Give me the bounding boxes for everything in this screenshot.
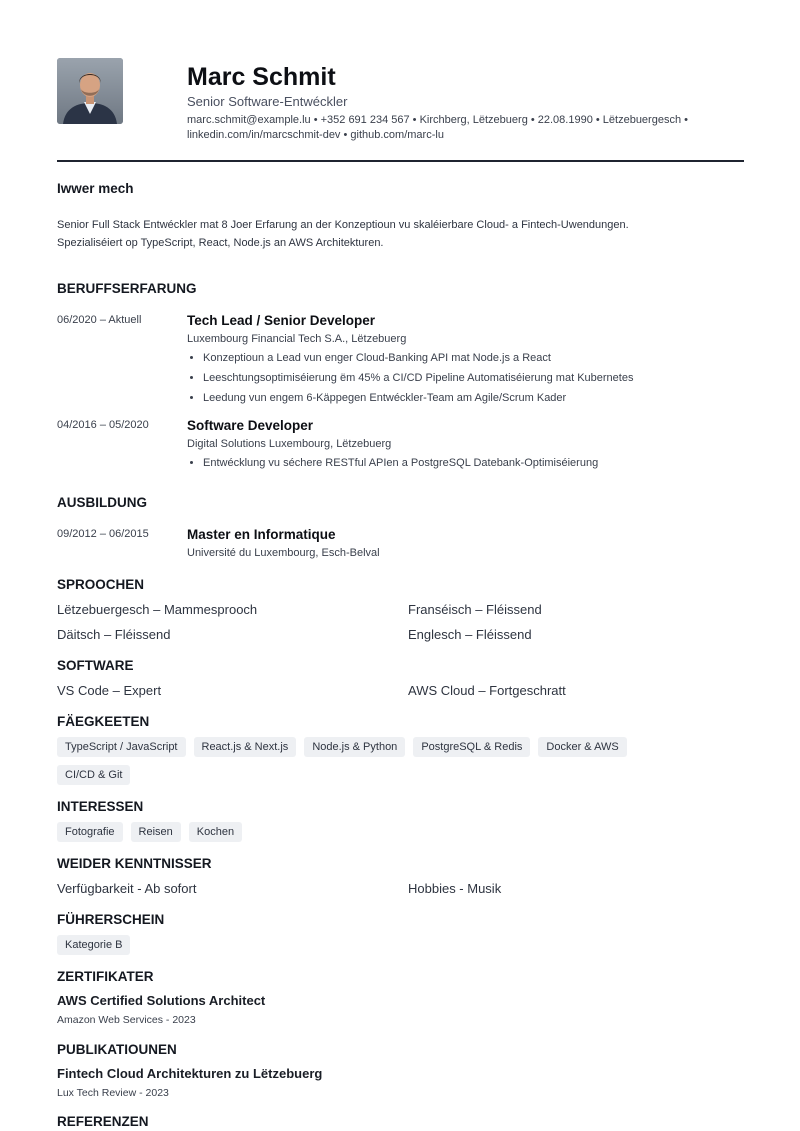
contact-line: marc.schmit@example.lu • +352 691 234 567 • Kirchberg, Lëtzebuerg • 22.08.1990 • Lëtzebuergesch • xyxy=(187,114,688,126)
skills-tags xyxy=(57,737,697,785)
license-tags xyxy=(57,935,697,955)
entry-bullets xyxy=(187,348,744,408)
skill-tag: CI/CD & Git xyxy=(57,765,130,785)
entry-bullets xyxy=(187,453,744,473)
section-heading-other: WEIDER KENNTNISSER xyxy=(57,856,212,871)
section-heading-references: REFERENZEN xyxy=(57,1114,149,1129)
interest-tag: Kochen xyxy=(189,822,242,842)
language-item: Lëtzebuergesch – Mammesprooch xyxy=(57,602,258,617)
entry-organization: Université du Luxembourg, Esch-Belval xyxy=(187,547,380,559)
skill-tag: PostgreSQL & Redis xyxy=(413,737,530,757)
certificate-issuer: Amazon Web Services - 2023 xyxy=(57,1014,196,1026)
section-heading-skills: FÄEGKEETEN xyxy=(57,714,150,729)
section-heading-education: AUSBILDUNG xyxy=(57,495,147,510)
summary-line: Spezialiséiert op TypeScript, React, Node.js an AWS Architekturen. xyxy=(57,237,384,249)
bullet-item: • Entwécklung vu séchere RESTful APIen a PostgreSQL Datebank-Optimiséierung xyxy=(203,453,744,473)
section-heading-experience: BERUFFSERFARUNG xyxy=(57,281,197,296)
language-item: Franséisch – Fléissend xyxy=(408,602,542,617)
section-heading-certificates: ZERTIFIKATER xyxy=(57,969,154,984)
entry-organization: Digital Solutions Luxembourg, Lëtzebuerg xyxy=(187,438,392,450)
skill-tag: Node.js & Python xyxy=(304,737,405,757)
section-heading-interests: INTERESSEN xyxy=(57,799,144,814)
section-heading-license: FÜHRERSCHEIN xyxy=(57,912,165,927)
entry-title: Master en Informatique xyxy=(187,527,336,542)
section-heading-software: SOFTWARE xyxy=(57,658,134,673)
software-item: VS Code – Expert xyxy=(57,683,162,698)
software-item: AWS Cloud – Fortgeschratt xyxy=(408,683,566,698)
skill-tag: TypeScript / JavaScript xyxy=(57,737,186,757)
interest-tags xyxy=(57,822,697,842)
interest-tag: Reisen xyxy=(131,822,181,842)
entry-title: Software Developer xyxy=(187,418,314,433)
entry-title: Tech Lead / Senior Developer xyxy=(187,313,376,328)
entry-date: 09/2012 – 06/2015 xyxy=(57,528,149,540)
publication-title: Fintech Cloud Architekturen zu Lëtzebuerg xyxy=(57,1066,323,1081)
language-item: Englesch – Fléissend xyxy=(408,627,532,642)
other-item: Verfügbarkeit - Ab sofort xyxy=(57,881,197,896)
skill-tag: React.js & Next.js xyxy=(194,737,297,757)
profile-photo xyxy=(57,58,123,124)
skill-tag: Docker & AWS xyxy=(538,737,626,757)
section-heading-summary: Iwwer mech xyxy=(57,181,134,196)
header-divider xyxy=(57,160,744,162)
section-heading-languages: SPROOCHEN xyxy=(57,577,145,592)
bullet-item: • Leedung vun engem 6-Käppegen Entwéckler-Team am Agile/Scrum Kader xyxy=(203,388,744,408)
full-name: Marc Schmit xyxy=(187,63,336,91)
entry-organization: Luxembourg Financial Tech S.A., Lëtzebuerg xyxy=(187,333,407,345)
other-item: Hobbies - Musik xyxy=(408,881,502,896)
summary-line: Senior Full Stack Entwéckler mat 8 Joer Erfarung an der Konzeptioun vu skaléierbare Cloud- a Fintech-Uwendungen. xyxy=(57,219,629,231)
summary-text xyxy=(57,216,707,252)
person-avatar-icon xyxy=(57,58,123,124)
license-tag: Kategorie B xyxy=(57,935,130,955)
certificate-title: AWS Certified Solutions Architect xyxy=(57,993,266,1008)
interest-tag: Fotografie xyxy=(57,822,123,842)
entry-date: 04/2016 – 05/2020 xyxy=(57,419,149,431)
bullet-item: • Konzeptioun a Lead vun enger Cloud-Banking API mat Node.js a React xyxy=(203,348,744,368)
bullet-item: • Leeschtungsoptimiséierung ëm 45% a CI/CD Pipeline Automatiséierung mat Kubernetes xyxy=(203,368,744,388)
contact-info xyxy=(187,113,744,143)
publication-source: Lux Tech Review - 2023 xyxy=(57,1087,169,1099)
section-heading-publications: PUBLIKATIOUNEN xyxy=(57,1042,177,1057)
job-title: Senior Software-Entwéckler xyxy=(187,94,348,109)
contact-line: linkedin.com/in/marcschmit-dev • github.com/marc-lu xyxy=(187,129,444,141)
resume-header xyxy=(187,63,744,143)
entry-date: 06/2020 – Aktuell xyxy=(57,314,142,326)
language-item: Däitsch – Fléissend xyxy=(57,627,171,642)
